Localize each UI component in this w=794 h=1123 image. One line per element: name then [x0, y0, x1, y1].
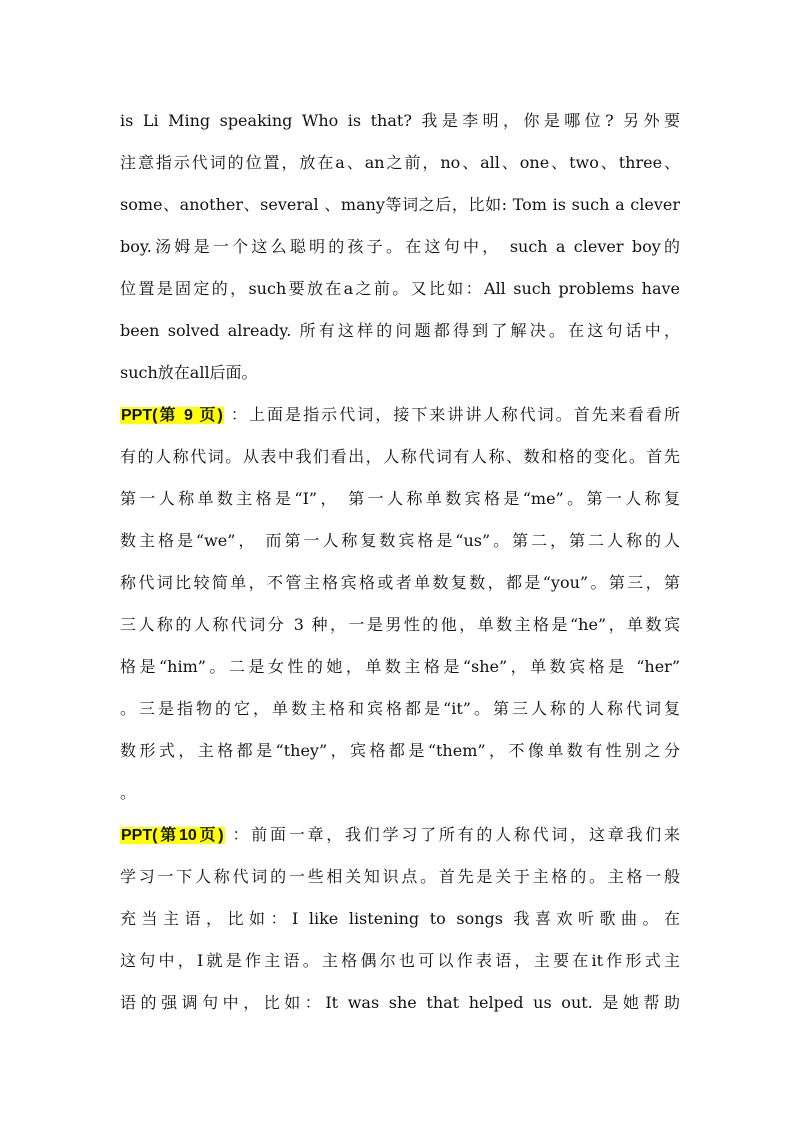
text-line: is Li Ming speaking Who is that? 我是李明，你是哪位? 另外要	[120, 111, 680, 130]
text-line: 格是“him”。二是女性的她，单数主格是“she”，单数宾格是 “her”	[120, 657, 680, 676]
text-line-rest: ：上面是指示代词，接下来讲讲人称代词。首先来看看所	[223, 405, 680, 424]
text-line: 这句中，I就是作主语。主格偶尔也可以作表语，主要在it作形式主	[120, 951, 680, 970]
text-line: 充当主语，比如：I like listening to songs 我喜欢听歌曲。在	[120, 909, 680, 928]
text-line-rest: ：前面一章，我们学习了所有的人称代词，这章我们来	[224, 825, 680, 844]
text-line: 数主格是“we”， 而第一人称复数宾格是“us”。第二，第二人称的人	[120, 531, 680, 550]
ppt-page-label: PPT(第10页)	[121, 827, 224, 844]
document-page	[120, 100, 680, 1024]
text-line: been solved already. 所有这样的问题都得到了解决。在这句话中，	[120, 321, 680, 340]
paragraph-ppt-page-9	[120, 394, 680, 814]
text-line-with-label	[120, 394, 680, 436]
text-line-with-label	[120, 814, 680, 856]
text-line: 学习一下人称代词的一些相关知识点。首先是关于主格的。主格一般	[120, 867, 680, 886]
text-line: 第一人称单数主格是“I”， 第一人称单数宾格是“me”。第一人称复	[120, 489, 680, 508]
text-line: 数形式，主格都是“they”，宾格都是“them”，不像单数有性别之分	[120, 741, 680, 760]
text-line: 有的人称代词。从表中我们看出，人称代词有人称、数和格的变化。首先	[120, 447, 680, 466]
text-line: 语的强调句中，比如：It was she that helped us out. 是她帮助	[120, 993, 680, 1012]
text-line: 位置是固定的，such要放在a之前。又比如：All such problems have	[120, 279, 680, 298]
text-line: boy.汤姆是一个这么聪明的孩子。在这句中， such a clever boy的	[120, 237, 680, 256]
text-line: some、another、several 、many等词之后，比如: Tom is such a clever	[120, 195, 680, 214]
text-line: such放在all后面。	[120, 363, 258, 382]
text-line: 注意指示代词的位置，放在a、an之前，no、all、one、two、three、	[120, 153, 680, 172]
text-line: 。三是指物的它，单数主格和宾格都是“it”。第三人称的人称代词复	[120, 699, 680, 718]
ppt-page-label: PPT(第 9 页)	[121, 407, 223, 424]
text-line: 称代词比较简单，不管主格宾格或者单数复数，都是“you”。第三，第	[120, 573, 680, 592]
text-line: 三人称的人称代词分 3 种，一是男性的他，单数主格是“he”，单数宾	[120, 615, 680, 634]
paragraph-ppt-page-10	[120, 814, 680, 1024]
paragraph-demonstratives	[120, 100, 680, 394]
text-line: 。	[120, 783, 137, 802]
